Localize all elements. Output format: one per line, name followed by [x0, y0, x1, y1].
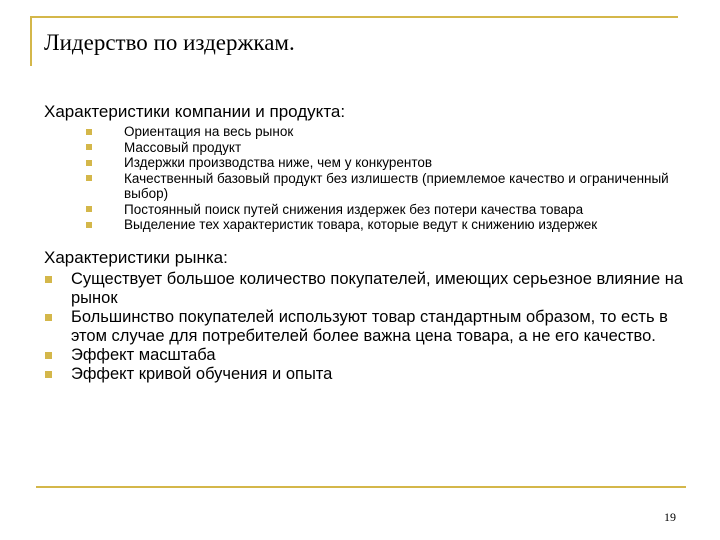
market-characteristics-list [44, 270, 694, 384]
square-bullet-icon [86, 160, 92, 166]
page-number: 19 [664, 510, 676, 524]
company-characteristics-heading: Характеристики компании и продукта: [44, 102, 346, 121]
list-item [84, 217, 684, 233]
list-item [84, 171, 684, 202]
list-item-text: Эффект масштаба [71, 346, 216, 364]
list-item-text: Качественный базовый продукт без излишеств (приемлемое качество и ограниченный выбор) [124, 170, 669, 201]
square-bullet-icon [45, 352, 52, 359]
company-characteristics-list [84, 124, 684, 233]
square-bullet-icon [45, 276, 52, 283]
square-bullet-icon [86, 222, 92, 228]
market-characteristics-heading: Характеристики рынка: [44, 248, 228, 267]
square-bullet-icon [45, 314, 52, 321]
left-border-line [30, 16, 32, 66]
list-item-text: Издержки производства ниже, чем у конкурентов [124, 155, 433, 170]
top-border-line [30, 16, 678, 18]
square-bullet-icon [86, 129, 92, 135]
bottom-border-line [36, 486, 686, 488]
list-item [84, 155, 684, 171]
list-item-text: Эффект кривой обучения и опыта [71, 365, 333, 383]
slide-title: Лидерство по издержкам. [44, 30, 295, 55]
square-bullet-icon [86, 175, 92, 181]
square-bullet-icon [86, 206, 92, 212]
list-item [84, 202, 684, 218]
list-item-text: Массовый продукт [124, 139, 242, 155]
square-bullet-icon [86, 144, 92, 150]
list-item [84, 140, 684, 156]
list-item [44, 270, 694, 308]
list-item-text: Выделение тех характеристик товара, которые ведут к снижению издержек [124, 217, 598, 232]
list-item [44, 346, 694, 365]
list-item-text: Ориентация на весь рынок [124, 124, 294, 139]
list-item-text: Существует большое количество покупателей, имеющих серьезное влияние на рынок [71, 270, 684, 307]
list-item [84, 124, 684, 140]
list-item [44, 308, 694, 346]
square-bullet-icon [45, 371, 52, 378]
list-item-text: Постоянный поиск путей снижения издержек без потери качества товара [124, 201, 584, 217]
list-item-text: Большинство покупателей используют товар стандартным образом, то есть в этом случае для потребителей более важна цена товара, а не его качество. [71, 308, 668, 345]
list-item [44, 365, 694, 384]
